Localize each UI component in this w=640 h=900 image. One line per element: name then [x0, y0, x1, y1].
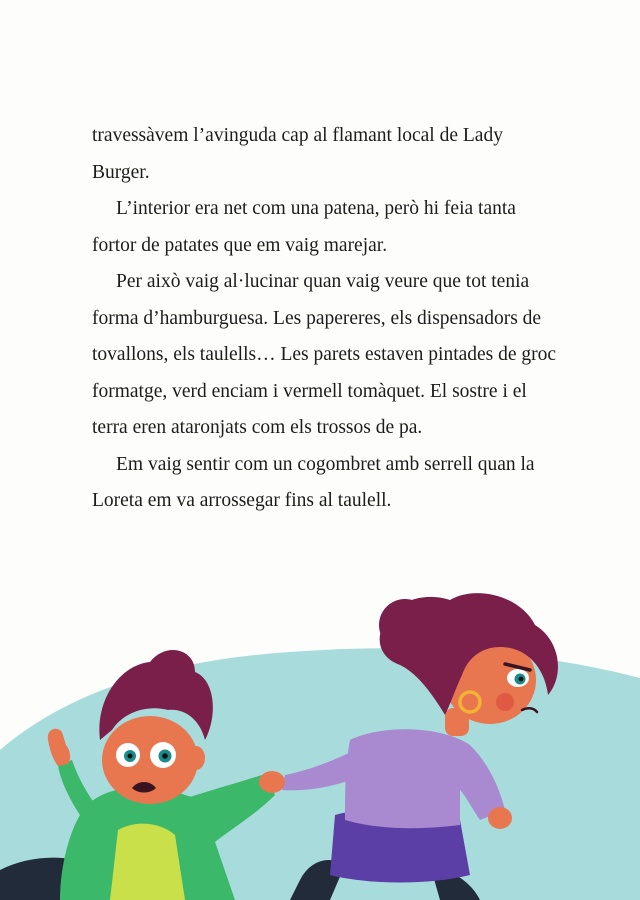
- story-text: [92, 118, 562, 520]
- paragraph-1: travessàvem l’avinguda cap al flamant local de Lady Burger.: [92, 125, 503, 183]
- paragraph-3: Per això vaig al·lucinar quan vaig veure que tot tenia forma d’hamburguesa. Les papereres, els dispensadors de tovallons, els taulells… Les parets estaven pintades de groc formatge, verd enciam i vermell tomàquet. El sostre i el terra eren ataronjats com els trossos de pa.: [92, 271, 557, 438]
- illustration-kids-running: [0, 580, 640, 900]
- paragraph-4: Em vaig sentir com un cogombret amb serrell quan la Loreta em va arrossegar fins al taulell.: [92, 453, 535, 511]
- paragraph-2: L’interior era net com una patena, però hi feia tanta fortor de patates que em vaig marejar.: [92, 198, 516, 256]
